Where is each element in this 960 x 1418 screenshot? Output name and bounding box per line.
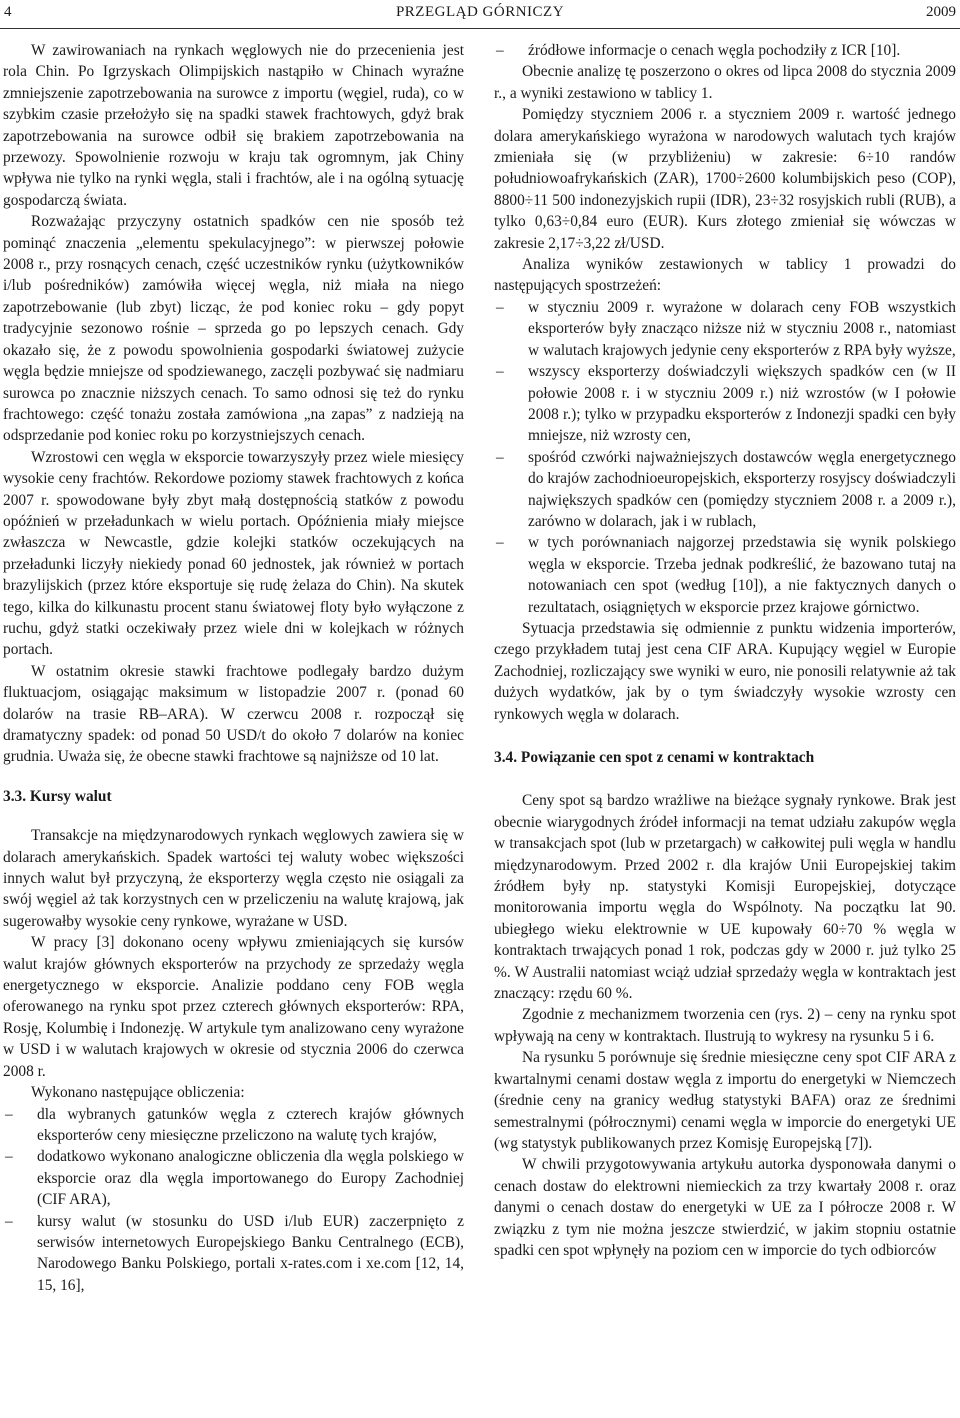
journal-year: 2009 xyxy=(926,4,956,20)
continued-list xyxy=(494,40,956,61)
paragraph: W ostatnim okresie stawki frachtowe podlegały bardzo dużym fluktuacjom, osiągając maksimum w listopadzie 2007 r. (ponad 60 dolarów na trasie RB–ARA). W czerwcu 2008 r. rozpoczął się dramatyczny spadek: od ponad 50 USD/t do około 7 dolarów na koniec grudnia. Uważa się, że obecne stawki frachtowe są najniższe od 10 lat. xyxy=(3,662,464,766)
paragraph: Na rysunku 5 porównuje się średnie miesięczne ceny spot CIF ARA z kwartalnymi cenami dostaw węgla z importu do energetyki w Niemczech (średnie ceny na granicy według statystyki BAFA) oraz ze średnimi semestralnymi (półrocznymi) cenami węgla w imporcie do energetyki UE (wg statystyk publikowanych przez Komisję Europejską [7]). xyxy=(494,1049,956,1152)
section-heading-3-3: 3.3. Kursy walut xyxy=(3,787,112,805)
right-column xyxy=(494,40,956,1261)
list-item: – spośród czwórki najważniejszych dostawców węgla energetycznego do krajów zachodnioeuropejskich, eksporterzy rosyjscy doświadczyli największych spadków cen (pomiędzy styczniem 2008 r. a 2009 r.), zarówno w dolarach, jak i w rublach, xyxy=(494,447,956,533)
list-item: – źródłowe informacje o cenach węgla pochodziły z ICR [10]. xyxy=(494,40,956,61)
header-rule xyxy=(0,28,960,29)
list-item: – dodatkowo wykonano analogiczne obliczenia dla węgla polskiego w eksporcie oraz dla węgla importowanego do Europy Zachodniej (CIF ARA), xyxy=(3,1146,464,1210)
paragraph: Obecnie analizę tę poszerzono o okres od lipca 2008 do stycznia 2009 r., a wyniki zestawiono w tablicy 1. xyxy=(494,63,956,102)
paragraph: W zawirowaniach na rynkach węglowych nie do przecenienia jest rola Chin. Po Igrzyskach Olimpijskich nastąpiło w Chinach wyraźne zmniejszenie zapotrzebowania na surowce z importu (węgiel, ruda), co w szybkim czasie przełożyło się na spadki stawek frachtowych, gdyż brak zapotrzebowania na surowce odbił się brakiem zapotrzebowania na przewozy. Spowolnienie rozwoju w kraju tak ogromnym, jak Chiny wpływa nie tylko na rynki węgla, stali i frachtów, ale i na ogólną sytuację gospodarczą świata. xyxy=(3,42,464,209)
paragraph: Wzrostowi cen węgla w eksporcie towarzyszyły przez wiele miesięcy wysokie ceny frachtów. Rekordowe poziomy stawek frachtowych z końca 2007 r. spowodowane były zbyt małą dostępnością statków z powodu opóźnień w przeładunkach w wielu portach. Opóźnienia miały miejsce zwłaszcza w Newcastle, gdzie kolejki statków oczekujących na przeładunki liczyły niekiedy ponad 60 jednostek, jak również w portach brazylijskich (przez które eksportuje się rudę żelaza do Chin). Na skutek tego, kilka do kilkunastu procent stanu światowej floty było wyłączone z ruchu, gdyż statki oczekiwały przez wiele dni w kolejkach w różnych portach. xyxy=(3,448,464,659)
list-item: – wszyscy eksporterzy doświadczyli większych spadków cen (w II połowie 2008 r. i w styczniu 2009 r.) niż wzrostów (w I połowie 2008 r.); tylko w przypadku eksporterów z Indonezji spadki cen były mniejsze, niż wzrosty cen, xyxy=(494,361,956,447)
paragraph: Ceny spot są bardzo wrażliwe na bieżące sygnały rynkowe. Brak jest obecnie wiarygodnych źródeł informacji na temat udziału zakupów węgla w transakcjach spot (lub w przetargach) w całkowitej puli węgla w handlu międzynarodowym. Przed 2002 r. dla krajów Unii Europejskiej takim źródłem były np. statystyki Komisji Europejskiej, dotyczące monitorowania importu węgla do Wspólnoty. Na początku lat 90. ubiegłego wieku elektrownie w UE kupowały 60÷70 % węgla w kontraktach trwających ponad 1 rok, podczas gdy w 2000 r. już tylko 25 %. W Australii natomiast wciąż udział sprzedaży węgla w kontraktach jest znaczący: rzędu 60 %. xyxy=(494,792,956,1003)
paragraph: W chwili przygotowywania artykułu autorka dysponowała danymi o cenach dostaw do elektrowni niemieckich za trzy kwartały 2008 r. oraz danymi o cenach dostaw do energetyki w UE za I półrocze 2008 r. W związku z tym nie można jeszcze stwierdzić, w jakim stopniu ostatnie spadki cen spot wpłynęły na poziom cen w imporcie do tych odbiorców xyxy=(494,1156,956,1259)
paragraph: Pomiędzy styczniem 2006 r. a styczniem 2009 r. wartość jednego dolara amerykańskiego wyrażona w narodowych walutach tych krajów zmieniała się (w przybliżeniu) w zakresie: 6÷10 randów południowoafrykańskich (ZAR), 1700÷2600 kolumbijskich peso (COP), 8800÷11 500 indonezyjskich rupii (IDR), 23÷32 rosyjskich rubli (RUB), a tylko 0,63÷0,84 euro (EUR). Kurs złotego zmieniał się wówczas w zakresie 2,17÷3,22 zł/USD. xyxy=(494,106,956,252)
section-heading-3-4: 3.4. Powiązanie cen spot z cenami w kontraktach xyxy=(494,749,815,766)
list-item: – w styczniu 2009 r. wyrażone w dolarach ceny FOB wszystkich eksporterów były znacząco niższe niż w styczniu 2008 r., natomiast w walutach krajowych jedynie ceny eksporterów z RPA były wyższe, xyxy=(494,297,956,361)
paragraph: Rozważając przyczyny ostatnich spadków cen nie sposób też pominąć znaczenia „elementu spekulacyjnego”: w pierwszej połowie 2008 r., przy rosnących cenach, część uczestników rynku (użytkowników i/lub pośredników) zamówiła więcej węgla, niż miała na niego zapotrzebowanie (lub zbyt) licząc, że pod koniec roku – gdy popyt tradycyjnie sezonowo rośnie – sprzeda go po lepszych cenach. Gdy okazało się, że z powodu spowolnienia gospodarki światowej zużycie węgla będzie mniejsze od spodziewanego, zaczęli pozbywać się nadmiaru surowca po znacznie niższych cenach. To samo odnosi się też do rynku frachtowego: część tonażu została zamówiona „na zapas” z nadzieją na odsprzedanie pod koniec roku po korzystniejszych cenach. xyxy=(3,213,464,445)
left-column xyxy=(3,40,464,1296)
journal-title: PRZEGLĄD GÓRNICZY xyxy=(395,4,565,20)
calculation-list xyxy=(3,1104,464,1297)
list-item: – kursy walut (w stosunku do USD i/lub EUR) zaczerpnięto z serwisów internetowych Europejskiego Banku Centralnego (ECB), Narodowego Banku Polskiego, portali x-rates.com i xe.com [12, 14, 15, 16], xyxy=(3,1211,464,1297)
paragraph: Wykonano następujące obliczenia: xyxy=(31,1084,245,1102)
page-number: 4 xyxy=(4,4,12,20)
paragraph: Sytuacja przedstawia się odmiennie z punktu widzenia importerów, czego przykładem tutaj jest cena CIF ARA. Kupujący węgiel w Europie Zachodniej, rozliczający swe wyniki w euro, nie ponosili relatywnie aż tak dużych wydatków, jak by o tym świadczyły wysokie wzrosty cen rynkowych węgla w dolarach. xyxy=(494,619,956,723)
observations-list xyxy=(494,297,956,618)
paragraph: Analiza wyników zestawionych w tablicy 1 prowadzi do następujących spostrzeżeń: xyxy=(494,256,956,295)
paragraph: Transakcje na międzynarodowych rynkach węglowych zawiera się w dolarach amerykańskich. Spadek wartości tej waluty wobec większości innych walut był przyczyną, że eksporterzy węgla często nie osiągali za swój węgiel aż tak korzystnych cen w przeliczeniu na walutę krajową, jak sugerowałby wysokie ceny rynkowe, wyrażane w USD. xyxy=(3,827,464,930)
list-item: – dla wybranych gatunków węgla z czterech krajów głównych eksporterów ceny miesięczne przeliczono na walutę tych krajów, xyxy=(3,1104,464,1147)
running-header xyxy=(0,0,960,30)
list-item: – w tych porównaniach najgorzej przedstawia się wynik polskiego węgla w eksporcie. Trzeba jednak podkreślić, że bazowano tutaj na notowaniach cen spot (według [10]), a nie faktycznych danych o rezultatach, osiągniętych w eksporcie przez krajowe górnictwo. xyxy=(494,532,956,618)
paragraph: Zgodnie z mechanizmem tworzenia cen (rys. 2) – ceny na rynku spot wpływają na ceny w kontraktach. Ilustrują to wykresy na rysunku 5 i 6. xyxy=(494,1006,956,1045)
paragraph: W pracy [3] dokonano oceny wpływu zmieniających się kursów walut krajów głównych eksporterów na przychody ze sprzedaży węgla energetycznego w eksporcie. Analizie poddano ceny FOB węgla oferowanego na rynku spot przez czterech głównych eksporterów: RPA, Rosję, Kolumbię i Indonezję. W artykule tym analizowano ceny wyrażone w USD i w walutach krajowych w okresie od stycznia 2006 do czerwca 2008 r. xyxy=(3,934,464,1080)
